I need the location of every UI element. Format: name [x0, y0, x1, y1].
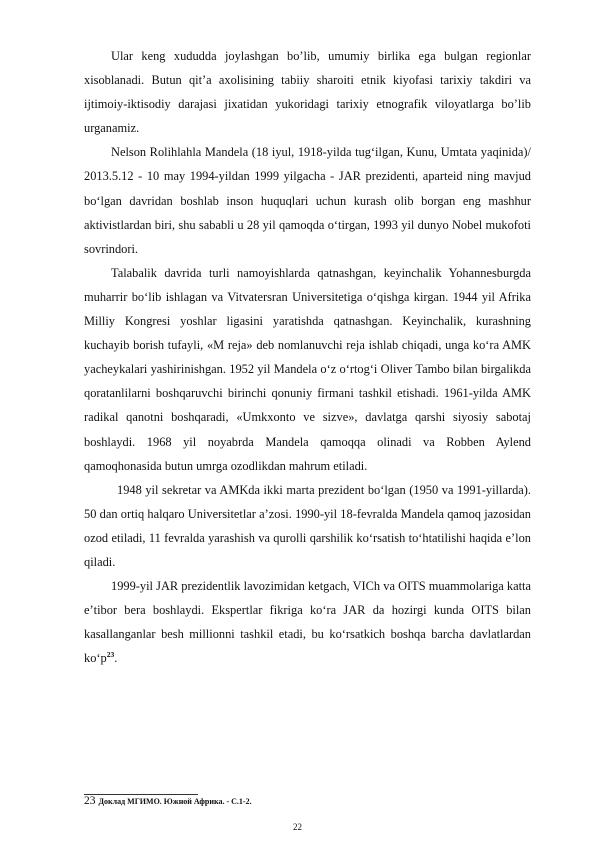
- paragraph-aids: 1999-yil JAR prezidentlik lavozimidan ketgach, VICh va OITS muammolariga katta eʼtibor bera boshlaydi. Ekspertlar fikriga koʻra JAR da hozirgi kunda OITS bilan kasallanganlar besh millionni tashkil etadi, bu koʻrsatkich boshqa barcha davlatlardan koʻp$^{23}$.: [84, 579, 531, 666]
- footnote: [84, 795, 531, 808]
- footnote-number: 23: [84, 795, 96, 807]
- paragraph-regions: Ular keng xududda joylashgan bo’lib, umumiy birlika ega bulgan regionlar xisoblanadi. Butun qit’a axolisining tabiiy sharoiti etnik kiyofasi tarixiy takdiri va ijtimoiy-iktisodiy darajasi jixatidan yukoridagi tarixiy etnografik viloyatlarga bo’lib urganamiz.: [84, 49, 531, 136]
- footnote-reference[interactable]: 23: [106, 650, 115, 660]
- footnote-text: Доклад МГИМО. Южной Африка. - С.1-2.: [98, 797, 252, 806]
- paragraph-aids-text: 1999-yil JAR prezidentlik lavozimidan ketgach, VICh va OITS muammolariga katta eʼtibor bera boshlaydi. Ekspertlar fikriga koʻra JAR da hozirgi kunda OITS bilan kasallanganlar besh millionni tashkil etadi, bu koʻrsatkich boshqa barcha davlatlardan koʻp: [84, 579, 531, 666]
- page-number: 22: [293, 822, 302, 832]
- body-text: [84, 44, 531, 670]
- paragraph-mandela-bio: Nelson Rolihlahla Mandela (18 iyul, 1918-yilda tugʻilgan, Kunu, Umtata yaqinida)/ 2013.5.12 - 10 may 1994-yildan 1999 yilgacha - JAR prezidenti, aparteid ning mavjud boʻlgan davridan boshlab inson huquqlari uchun kurash olib borgan eng mashhur aktivistlardan biri, shu sababli u 28 yil qamoqda oʻtirgan, 1993 yil dunyo Nobel mukofoti sovrindori.: [84, 145, 531, 256]
- paragraph-amk-president: 1948 yil sekretar va AMKda ikki marta prezident boʻlgan (1950 va 1991-yillarda). 50 dan ortiq halqaro Universitetlar aʼzosi. 1990-yil 18-fevralda Mandela qamoq jazosidan ozod etiladi, 11 fevralda yarashish va qurolli qarshilik koʻrsatish toʻhtatilishi haqida eʼlon qiladi.: [84, 482, 531, 569]
- paragraph-student-years: Talabalik davrida turli namoyishlarda qatnashgan, keyinchalik Yohannesburgda muharrir boʻlib ishlagan va Vitvatersran Universitetiga oʻqishga kirgan. 1944 yil Afrika Milliy Kongresi yoshlar ligasini yaratishda qatnashgan. Keyinchalik, kurashning kuchayib borish tufayli, «M reja» deb nomlanuvchi reja ishlab chiqadi, unga koʻra AMK yacheykalari yashirinishgan. 1952 yil Mandela oʻz oʻrtogʻi Oliver Tambo bilan birgalikda qoratanlilarni boshqaruvchi birinchi qonuniy firmani tashkil etishadi. 1961-yilda AMK radikal qanotni boshqaradi, «Umkxonto ve sizve», davlatga qarshi siyosiy sabotaj boshlaydi. 1968 yil noyabrda Mandela qamoqqa olinadi va Robben Aylend qamoqhonasida butun umrga ozodlikdan mahrum etiladi.: [84, 265, 531, 473]
